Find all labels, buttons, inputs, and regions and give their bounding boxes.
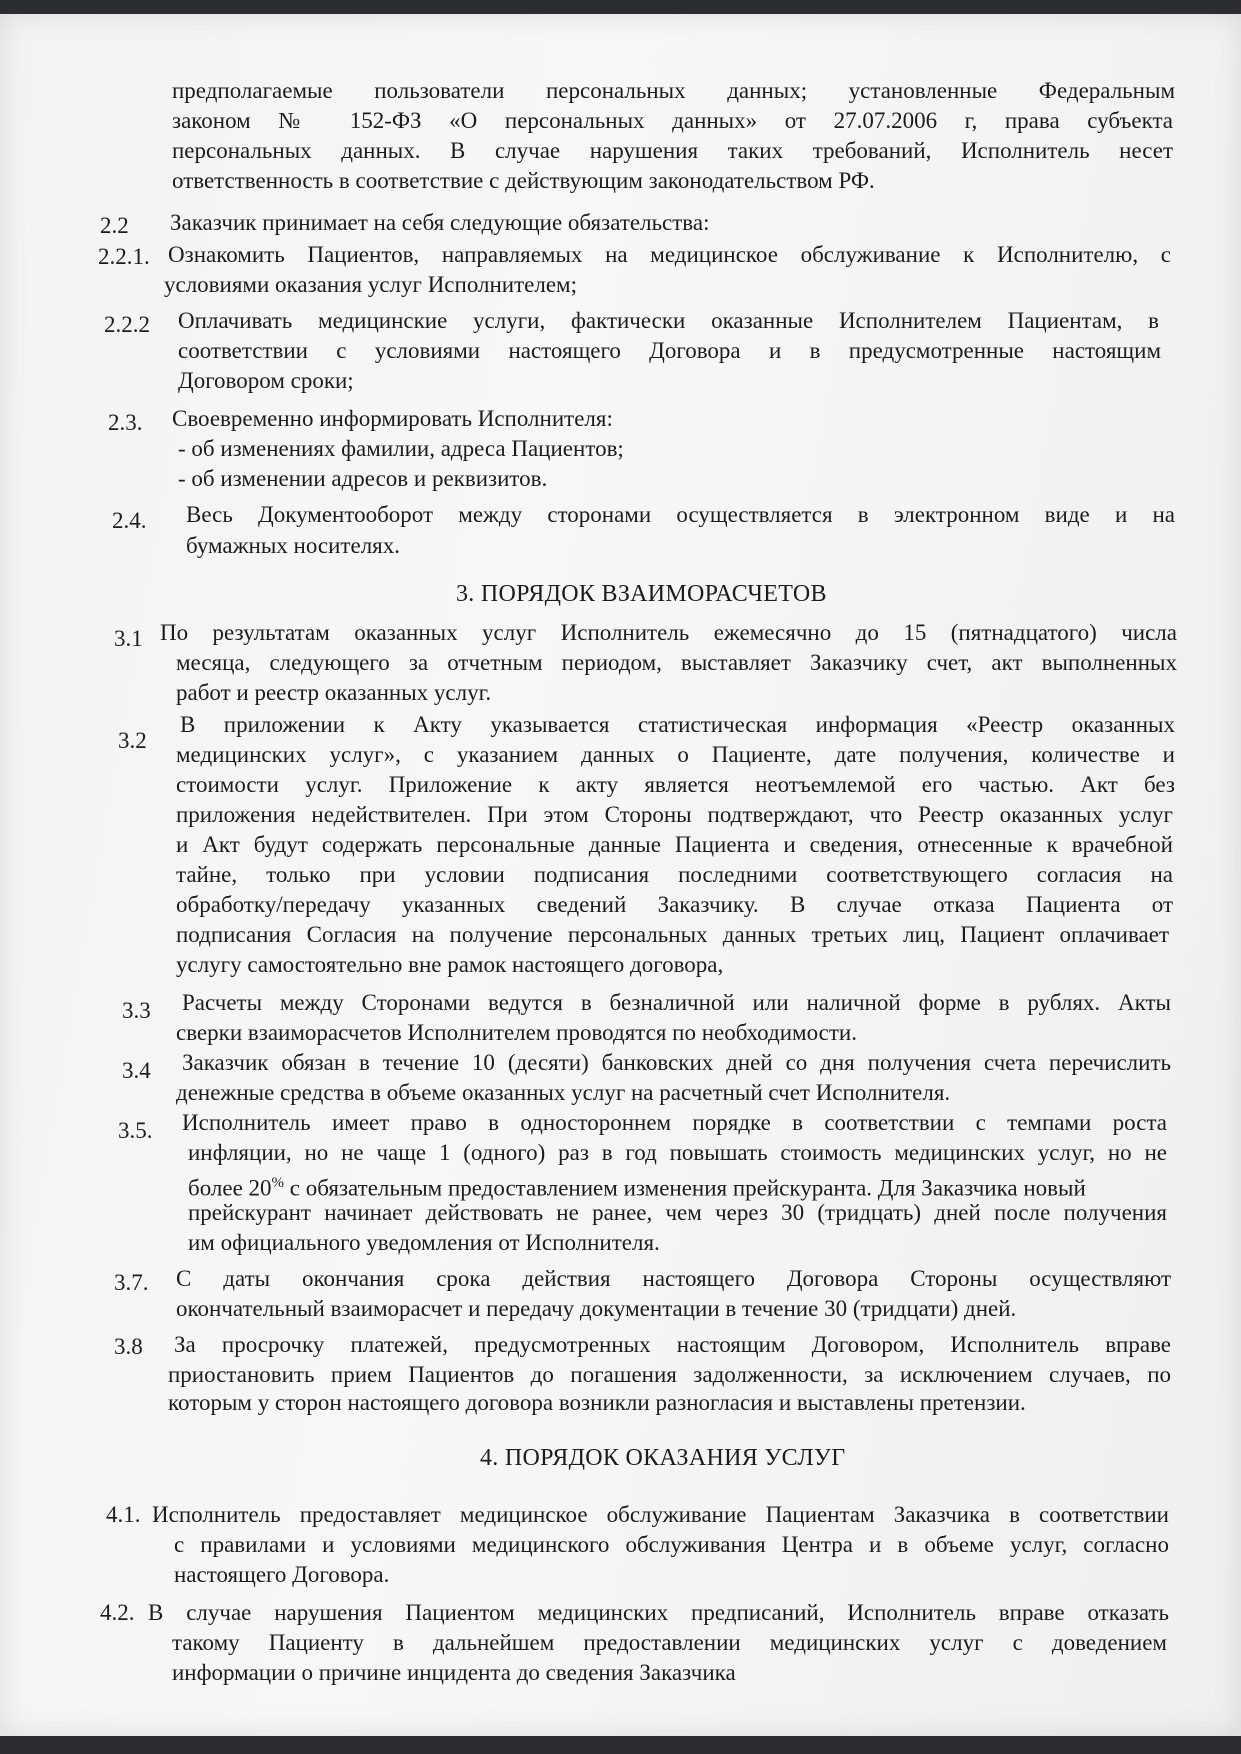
clause-text: Расчеты между Сторонами ведутся в безналичной или наличной форме в рублях. Акты [182,990,1171,1015]
clause-text: подписания Согласия на получение персональных данных третьих лиц, Пациент оплачивает [176,922,1169,947]
clause-text: обработку/передачу указанных сведений Заказчику. В случае отказа Пациента от [176,892,1173,917]
paragraph-line: персональных данных. В случае нарушения таких требований, Исполнитель несет [172,138,1173,163]
clause-text: С даты окончания срока действия настоящего Договора Стороны осуществляют [176,1266,1171,1291]
clause-text: инфляции, но не чаще 1 (одного) раз в год повышать стоимость медицинских услуг, но не [188,1140,1167,1165]
clause-text: тайне, только при условии подписания последними соответствующего согласия на [176,862,1173,887]
clause-number: 2.2.1. [98,244,150,269]
clause-text: За просрочку платежей, предусмотренных настоящим Договором, Исполнитель вправе [174,1332,1171,1357]
clause-text: с правилами и условиями медицинского обслуживания Центра и в объеме услуг, согласно [174,1532,1169,1557]
clause-text: - об изменении адресов и реквизитов. [178,466,548,491]
clause-text: такому Пациенту в дальнейшем предоставлении медицинских услуг с доведением [172,1630,1167,1655]
clause-text: Ознакомить Пациентов, направляемых на медицинское обслуживание к Исполнителю, с [168,242,1171,267]
section-heading: 3. ПОРЯДОК ВЗАИМОРАСЧЕТОВ [456,581,827,607]
clause-text: приложения недействителен. При этом Стороны подтверждают, что Реестр оказанных услуг [176,802,1173,827]
clause-text: бумажных носителях. [186,533,400,558]
clause-text: медицинских услуг», с указанием данных о Пациенте, дате получения, количестве и [176,742,1175,767]
clause-text: Своевременно информировать Исполнителя: [172,406,613,431]
clause-text: По результатам оказанных услуг Исполнитель ежемесячно до 15 (пятнадцатого) числа [160,620,1177,645]
section-heading: 4. ПОРЯДОК ОКАЗАНИЯ УСЛУГ [480,1445,846,1471]
clause-text: Исполнитель предоставляет медицинское обслуживание Пациентам Заказчика в соответствии [152,1502,1169,1527]
clause-number: 4.2. [100,1600,135,1625]
clause-text: стоимости услуг. Приложение к акту является неотъемлемой его частью. Акт без [176,772,1175,797]
clause-number: 3.2 [118,728,147,753]
clause-text-cutoff [172,1658,736,1685]
clause-text: условиями оказания услуг Исполнителем; [164,272,578,297]
clause-text: В приложении к Акту указывается статистическая информация «Реестр оказанных [180,712,1175,737]
clause-text: - об изменениях фамилии, адреса Пациентов; [178,436,624,461]
clause-text: денежные средства в объеме оказанных услуг на расчетный счет Исполнителя. [176,1080,951,1105]
clause-text: Заказчик принимает на себя следующие обязательства: [170,210,710,235]
clause-text: Договором сроки; [178,368,354,393]
clause-text: прейскурант начинает действовать не ранее, чем через 30 (тридцать) дней после получения [188,1200,1167,1225]
clause-text: Заказчик обязан в течение 10 (десяти) банковских дней со дня получения счета перечислить [182,1050,1171,1075]
clause-number: 4.1. [106,1502,141,1527]
clause-text: месяца, следующего за отчетным периодом, выставляет Заказчику счет, акт выполненных [176,650,1177,675]
clause-number: 3.3 [122,998,151,1023]
clause-text: работ и реестр оказанных услуг. [176,680,492,705]
clause-number: 2.2.2 [104,312,150,337]
clause-number: 3.4 [122,1058,151,1083]
clause-text-rest: с обязательным предоставлением изменения прейскуранта. Для Заказчика новый [284,1175,1086,1201]
clause-text: Исполнитель имеет право в одностороннем порядке в соответствии с темпами роста [182,1110,1167,1135]
clause-text: информации о причине инцидента до сведения Заказчика [172,1660,736,1685]
clause-text: В случае нарушения Пациентом медицинских предписаний, Исполнитель вправе отказать [148,1600,1169,1625]
clause-number: 3.7. [114,1270,149,1295]
clause-number: 2.2 [100,213,129,238]
clause-text: Оплачивать медицинские услуги, фактически оказанные Исполнителем Пациентам, в [178,308,1159,333]
clause-text: окончательный взаиморасчет и передачу документации в течение 30 (тридцати) дней. [176,1296,1017,1321]
clause-number: 2.4. [112,508,147,533]
clause-number: 3.5. [118,1118,153,1143]
percent-sign: % [271,1175,285,1191]
clause-text: Весь Документооборот между сторонами осуществляется в электронном виде и на [186,502,1175,527]
clause-text: настоящего Договора. [174,1562,390,1587]
clause-text: сверки взаиморасчетов Исполнителем проводятся по необходимости. [176,1020,857,1045]
clause-text: и Акт будут содержать персональные данные Пациента и сведения, отнесенные к врачебной [176,832,1173,857]
clause-number: 3.8 [114,1334,143,1359]
paragraph-line: предполагаемые пользователи персональных данных; установленные Федеральным [172,78,1175,103]
clause-text: услугу самостоятельно вне рамок настоящего договора, [176,952,724,977]
paragraph-line: ответственность в соответствие с действующим законодательством РФ. [172,168,875,193]
clause-text: соответствии с условиями настоящего Договора и в предусмотренные настоящим [178,338,1161,363]
clause-text: им официального уведомления от Исполнителя. [188,1230,660,1255]
clause-text: приостановить прием Пациентов до погашения задолженности, за исключением случаев, по [168,1362,1171,1387]
document-page [0,14,1241,1736]
percent-value: более 20 [188,1175,272,1201]
clause-number: 3.1 [114,626,143,651]
clause-number: 2.3. [108,410,143,435]
paragraph-line: законом № 152-ФЗ «О персональных данных» от 27.07.2006 г, права субъекта [172,108,1173,133]
clause-text: которым у сторон настоящего договора возникли разногласия и выставлены претензии. [168,1390,1026,1415]
